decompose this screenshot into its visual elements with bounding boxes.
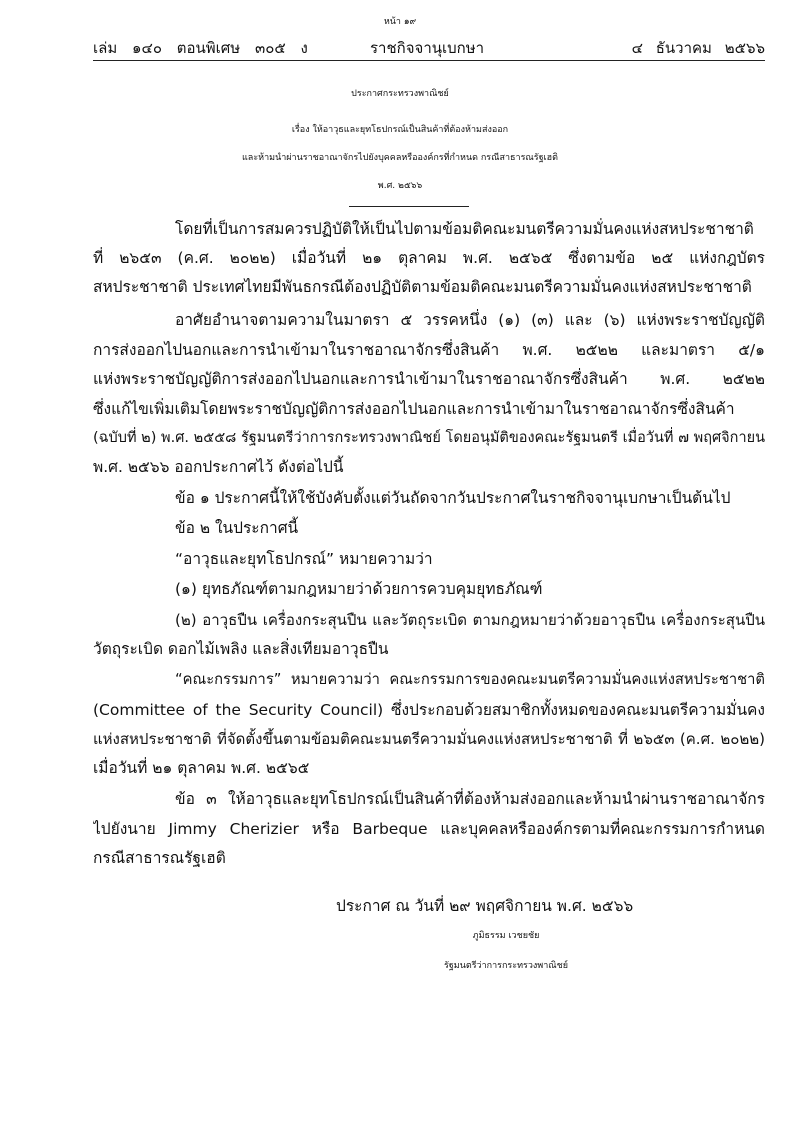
body-line: การส่งออกไปนอกและการนำเข้ามาในราชอาณาจักรซึ่งสินค้า พ.ศ. ๒๕๒๒ และมาตรา ๕/๑	[93, 341, 765, 359]
gazette-name: ราชกิจจานุเบกษา	[370, 39, 485, 57]
subject-line-2: และห้ามนำผ่านราชอาณาจักรไปยังบุคคลหรือองค์กรที่กำหนด กรณีสาธารณรัฐเฮติ	[242, 153, 558, 163]
body-line: (ฉบับที่ ๒) พ.ศ. ๒๕๕๘ รัฐมนตรีว่าการกระทรวงพาณิชย์ โดยอนุมัติของคณะรัฐมนตรี เมื่อวันที่ ๗ พฤศจิกายน	[93, 430, 765, 446]
body-line: เมื่อวันที่ ๒๑ ตุลาคม พ.ศ. ๒๕๖๕	[93, 759, 310, 777]
signatory-name: ภูมิธรรม เวชยชัย	[472, 931, 540, 941]
clause-3: ข้อ ๓ ให้อาวุธและยุทโธปกรณ์เป็นสินค้าที่ต้องห้ามส่งออกและห้ามนำผ่านราชอาณาจักร	[175, 790, 765, 808]
subject-line-1: เรื่อง ให้อาวุธและยุทโธปกรณ์เป็นสินค้าที่ต้องห้ามส่งออก	[291, 125, 509, 135]
body-line: (Committee of the Security Council) ซึ่งประกอบด้วยสมาชิกทั้งหมดของคณะมนตรีความมั่นคง	[93, 701, 765, 719]
body-line: พ.ศ. ๒๕๖๖ ออกประกาศไว้ ดังต่อไปนี้	[93, 458, 344, 476]
definition-weapons: “อาวุธและยุทโธปกรณ์” หมายความว่า	[175, 550, 433, 568]
gazette-date: ๔ ธันวาคม ๒๕๖๖	[631, 39, 765, 57]
definition-committee: “คณะกรรมการ” หมายความว่า คณะกรรมการของคณะมนตรีความมั่นคงแห่งสหประชาชาติ	[175, 671, 765, 688]
volume-info: เล่ม ๑๔๐ ตอนพิเศษ ๓๐๕ ง	[93, 39, 308, 57]
body-line: แห่งพระราชบัญญัติการส่งออกไปนอกและการนำเข้ามาในราชอาณาจักรซึ่งสินค้า พ.ศ. ๒๕๒๒	[93, 370, 765, 388]
signatory-position: รัฐมนตรีว่าการกระทรวงพาณิชย์	[443, 961, 569, 971]
clause-2: ข้อ ๒ ในประกาศนี้	[175, 519, 299, 537]
body-line: แห่งสหประชาชาติ ที่จัดตั้งขึ้นตามข้อมติคณะมนตรีความมั่นคงแห่งสหประชาชาติ ที่ ๒๖๕๓ (ค.ศ. ๒๐๒๒)	[93, 730, 765, 748]
body-line: ซึ่งแก้ไขเพิ่มเติมโดยพระราชบัญญัติการส่งออกไปนอกและการนำเข้ามาในราชอาณาจักรซึ่งสินค้า	[93, 400, 735, 418]
body-line: อาศัยอำนาจตามความในมาตรา ๕ วรรคหนึ่ง (๑) (๓) และ (๖) แห่งพระราชบัญญัติ	[175, 311, 765, 329]
clause-1: ข้อ ๑ ประกาศนี้ให้ใช้บังคับตั้งแต่วันถัดจากวันประกาศในราชกิจจานุเบกษาเป็นต้นไป	[175, 489, 731, 507]
definition-item-1: (๑) ยุทธภัณฑ์ตามกฎหมายว่าด้วยการควบคุมยุทธภัณฑ์	[175, 580, 543, 598]
announcement-date: ประกาศ ณ วันที่ ๒๙ พฤศจิกายน พ.ศ. ๒๕๖๖	[336, 897, 634, 915]
page-number: หน้า ๑๙	[383, 17, 417, 27]
header-rule	[93, 60, 765, 61]
body-line: ไปยังนาย Jimmy Cherizier หรือ Barbeque และบุคคลหรือองค์กรตามที่คณะกรรมการกำหนด	[93, 820, 765, 838]
body-line: โดยที่เป็นการสมควรปฏิบัติให้เป็นไปตามข้อมติคณะมนตรีความมั่นคงแห่งสหประชาชาติ	[175, 220, 754, 238]
body-line: สหประชาชาติ ประเทศไทยมีพันธกรณีต้องปฏิบัติตามข้อมติคณะมนตรีความมั่นคงแห่งสหประชาชาติ	[93, 278, 752, 296]
announcement-title: ประกาศกระทรวงพาณิชย์	[351, 89, 449, 99]
body-line: ที่ ๒๖๕๓ (ค.ศ. ๒๐๒๒) เมื่อวันที่ ๒๑ ตุลาคม พ.ศ. ๒๕๖๕ ซึ่งตามข้อ ๒๕ แห่งกฎบัตร	[93, 249, 765, 267]
body-line: กรณีสาธารณรัฐเฮติ	[93, 849, 226, 867]
body-line: วัตถุระเบิด ดอกไม้เพลิง และสิ่งเทียมอาวุธปืน	[93, 640, 389, 658]
subject-year: พ.ศ. ๒๕๖๖	[377, 181, 423, 191]
definition-item-2: (๒) อาวุธปืน เครื่องกระสุนปืน และวัตถุระเบิด ตามกฎหมายว่าด้วยอาวุธปืน เครื่องกระสุนปืน	[175, 611, 765, 629]
title-rule	[349, 206, 469, 207]
